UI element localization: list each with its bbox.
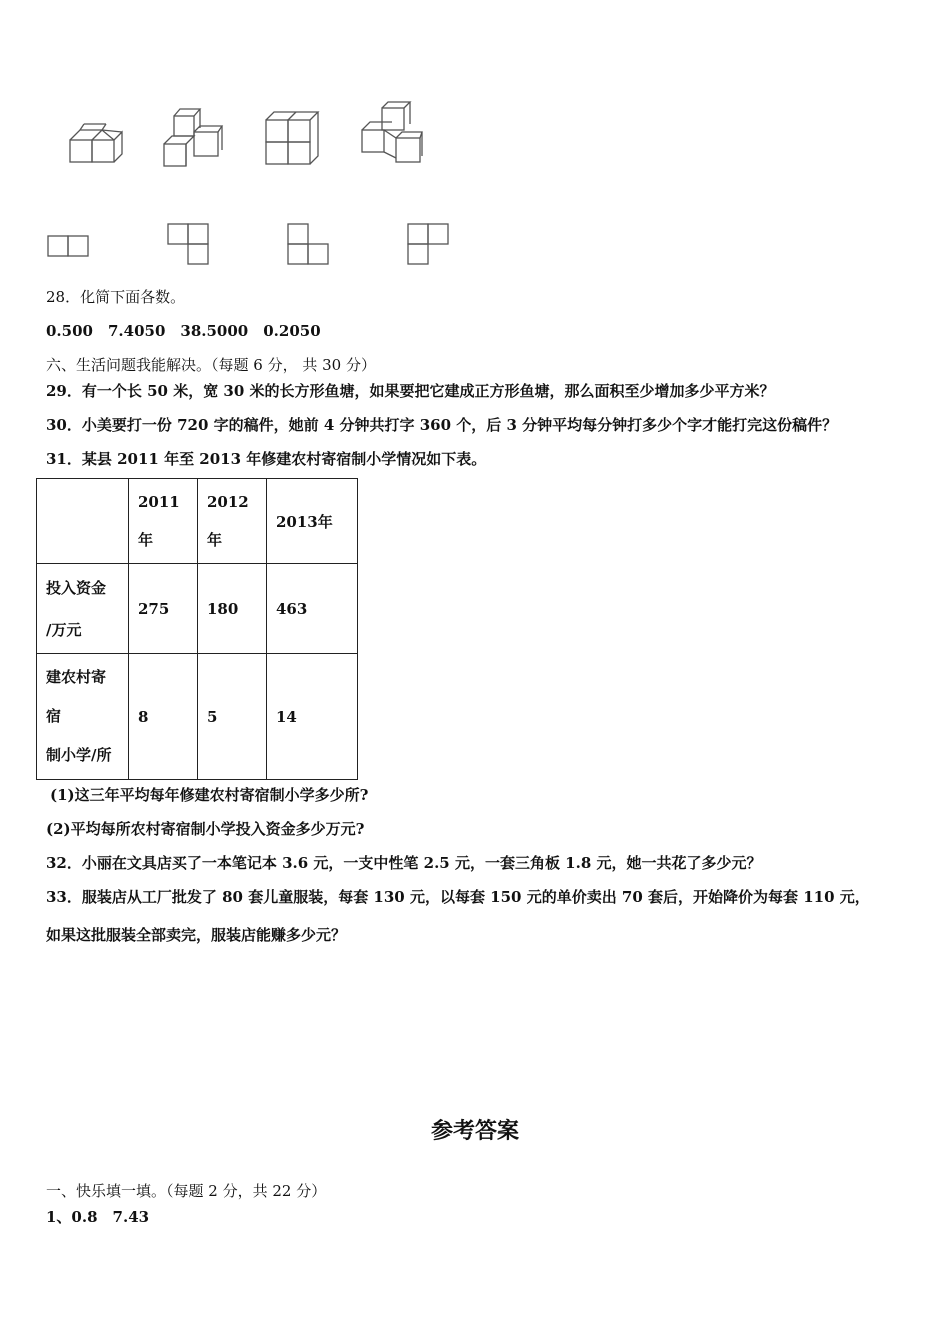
- q28-prompt: 28．化简下面各数。: [46, 288, 186, 306]
- table-cell: 275: [129, 564, 198, 654]
- view-figure-4: [406, 222, 452, 268]
- school-construction-table: [36, 478, 358, 780]
- table-cell: 463: [267, 564, 358, 654]
- q28-numbers: 0.500 7.4050 38.5000 0.2050: [46, 322, 321, 340]
- cube-figure-2: [160, 106, 226, 168]
- cube-figure-3: [262, 108, 322, 166]
- q30-text: 30．小美要打一份 720 字的稿件，她前 4 分钟共打字 360 个，后 3 分钟平均每分钟打多少个字才能打完这份稿件？: [46, 416, 838, 434]
- table-header-2011: 2011年: [129, 479, 198, 564]
- view-figure-1: [46, 234, 92, 258]
- view-figure-2: [166, 222, 212, 268]
- q32-text: 32．小丽在文具店买了一本笔记本 3.6 元，一支中性笔 2.5 元，一套三角板 1.8 元，她一共花了多少元？: [46, 854, 762, 872]
- table-header-empty: [37, 479, 129, 564]
- answer-1: 1、0.8 7.43: [46, 1208, 150, 1226]
- view-figure-3: [286, 222, 332, 268]
- table-cell: 180: [198, 564, 267, 654]
- q33-line2: 如果这批服装全部卖完，服装店能赚多少元？: [46, 926, 347, 944]
- table-cell: 5: [198, 654, 267, 780]
- q31-sub1: (1)这三年平均每年修建农村寄宿制小学多少所?: [50, 786, 369, 804]
- cube-figure-1: [66, 120, 126, 166]
- answers-title: 参考答案: [430, 1119, 519, 1144]
- table-cell: 14: [267, 654, 358, 780]
- q29-text: 29．有一个长 50 米，宽 30 米的长方形鱼塘，如果要把它建成正方形鱼塘，那么面积至少增加多少平方米？: [46, 382, 775, 400]
- row-investment-label: 投入资金 /万元: [37, 564, 129, 654]
- table-cell: 8: [129, 654, 198, 780]
- section-6-heading: 六、生活问题我能解决。（每题 6 分， 共 30 分）: [46, 356, 376, 374]
- q31-sub2: (2)平均每所农村寄宿制小学投入资金多少万元?: [46, 820, 365, 838]
- table-header-2012: 2012年: [198, 479, 267, 564]
- answers-section1-heading: 一、快乐填一填。（每题 2 分，共 22 分）: [46, 1182, 327, 1200]
- cube-figure-4: [356, 100, 426, 166]
- row-schools-label: 建农村寄 宿 制小学/所: [37, 654, 129, 780]
- q33-line1: 33．服装店从工厂批发了 80 套儿童服装，每套 130 元，以每套 150 元的单价卖出 70 套后，开始降价为每套 110 元，: [46, 888, 870, 906]
- q31-prompt: 31．某县 2011 年至 2013 年修建农村寄宿制小学情况如下表。: [46, 450, 487, 468]
- table-header-2013: 2013年: [267, 479, 358, 564]
